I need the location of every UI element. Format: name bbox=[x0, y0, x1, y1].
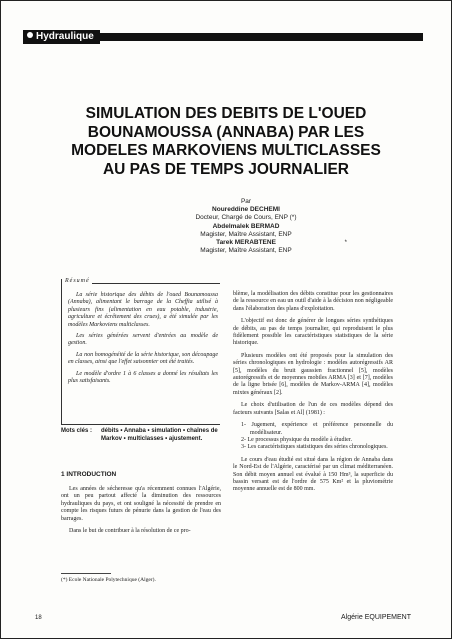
abstract-box bbox=[61, 279, 220, 425]
left-column bbox=[61, 486, 221, 540]
author-name: Abdelmalek BERMAD bbox=[212, 222, 280, 230]
body-paragraph: Plusieurs modèles ont été proposés pour la simulation des séries chronologiques en hydrologie : modèles autorégressifs AR [5], modèles du bruit gaussien fractionnel [5], modèles autorégressifs et de moyennes mobiles ARMA [3] et [7], modèles de la ligne brisée [6], modèles de Markov-ARMA [4], modèles mixtes généraux [2]. bbox=[233, 352, 393, 396]
author-name: Tarek MERABTENE bbox=[216, 239, 276, 247]
right-column bbox=[233, 291, 393, 499]
author-name: Noureddine DECHEMI bbox=[212, 206, 280, 214]
body-paragraph: Le choix d'utilisation de l'un de ces modèles dépend des facteurs suivants [Salas et Al] (1981) : bbox=[233, 402, 393, 416]
section-label-text: Hydraulique bbox=[36, 31, 94, 42]
title-line: BOUNAMOUSSA (ANNABA) PAR LES bbox=[87, 123, 365, 141]
list-item: 3- Les caractéristiques statistiques des séries chronologiques. bbox=[241, 444, 388, 451]
title-line: SIMULATION DES DEBITS DE L'OUED bbox=[85, 105, 367, 122]
author-role: Magister, Maître Assistant, ENP bbox=[200, 247, 292, 255]
body-paragraph: L'objectif est donc de générer de longues séries synthétiques de débits, au pas de temps journalier, qui reproduisent le plus fidèlement possible les caractéristiques statistiques de la série historique. bbox=[233, 318, 393, 347]
author-block bbox=[151, 198, 347, 255]
abstract-paragraph: Le modèle d'ordre 1 à 6 classes a donné les résultats les plus satisfaisants. bbox=[68, 370, 218, 385]
list-item: 2- Le processus physique du modèle à étudier. bbox=[241, 436, 352, 443]
star-mark: * bbox=[344, 240, 347, 246]
section-label bbox=[23, 30, 100, 44]
body-paragraph: Le cours d'eau étudié est situé dans la région de Annaba dans le Nord-Est de l'Algérie, caractérisé par un climat méditerranéen. Son débit moyen annuel est évalué à 150 Hm³, la superficie du bassin versant est de l'ordre de 575 Km² et la pluviométrie moyenne annuelle est de 800 mm. bbox=[233, 456, 393, 493]
footnote: (*) Ecole Nationale Polytechnique (Alger). bbox=[61, 577, 156, 583]
by-label: Par bbox=[240, 198, 252, 205]
abstract-paragraph: La série historique des débits de l'oued Bounamoussa (Annaba), alimentant le barrage de la Cheffia utilisé à plusieurs fins (alimentation en eau potable, industrie, agriculture et écrêtement des crues), a été simulée par les modèles Markoviens multiclasses. bbox=[68, 292, 218, 328]
title-line: AU PAS DE TEMPS JOURNALIER bbox=[102, 160, 350, 178]
abstract-paragraph: La non homogénéité de la série historique, son découpage en classes, ainsi que l'effet saisonnier ont été traités. bbox=[68, 351, 218, 366]
footnote-rule bbox=[61, 573, 111, 574]
author-role: Docteur, Chargé de Cours, ENP (*) bbox=[195, 214, 297, 222]
section-heading-introduction: 1 INTRODUCTION bbox=[61, 471, 117, 478]
keywords-body: débits • Annaba • simulation • chaînes de Markov • multiclasses • ajustement. bbox=[101, 428, 218, 442]
title-line: MODELES MARKOVIENS MULTICLASSES bbox=[71, 142, 381, 159]
body-paragraph: Les années de sécheresse qu'a récemment connues l'Algérie, ont un peu partout affecté la diminution des ressources hydrauliques du pays, et ont souligné la nécessité de prendre en compte les risques futurs de pénurie dans la gestion de l'eau des barrages. bbox=[61, 486, 221, 522]
abstract-body bbox=[68, 292, 218, 389]
article-title bbox=[31, 105, 421, 179]
body-paragraph: blème, la modélisation des débits constitue pour les gestionnaires de la ressource en eau un outil d'aide à la décision non négligeable dans l'élaboration des plans d'exploitation. bbox=[233, 291, 393, 312]
criteria-list bbox=[233, 422, 393, 452]
author-role: Magister, Maître Assistant, ENP bbox=[200, 230, 292, 238]
keywords-title: Mots clés : bbox=[61, 428, 93, 434]
body-paragraph: Dans le but de contribuer à la résolution de ce pro- bbox=[69, 528, 191, 535]
abstract-rule bbox=[92, 283, 220, 284]
list-item: 1- Jugement, expérience et préférence personnelle du modélisateur. bbox=[241, 422, 393, 436]
page-number: 18 bbox=[35, 615, 42, 621]
abstract-paragraph: Les séries générées servent d'entrées au modèle de gestion. bbox=[68, 333, 218, 347]
bullet-icon bbox=[27, 32, 33, 38]
abstract-label: Résumé bbox=[65, 278, 90, 284]
journal-name: Algérie EQUIPEMENT bbox=[340, 614, 411, 621]
